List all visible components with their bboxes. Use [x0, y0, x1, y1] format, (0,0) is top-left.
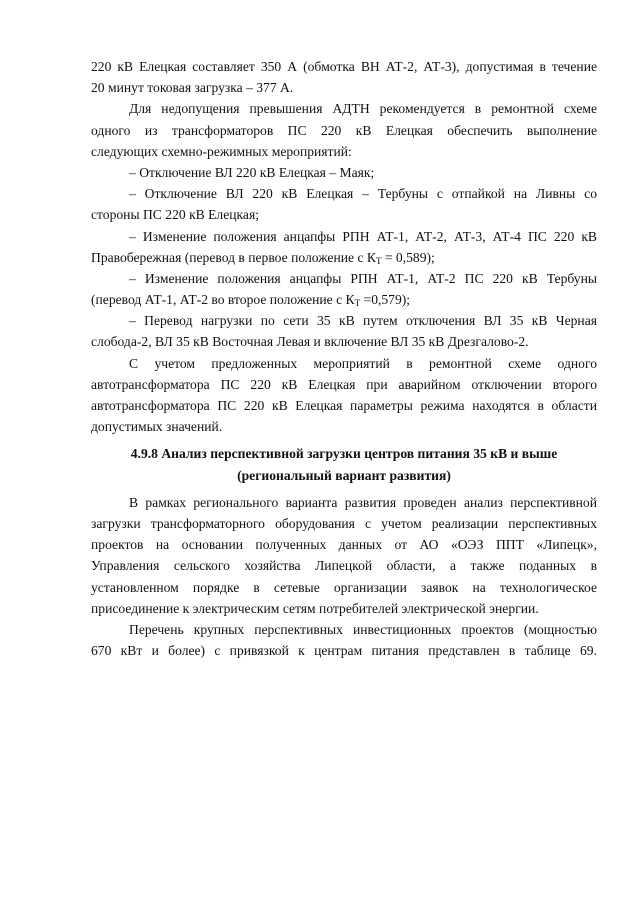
section-heading — [91, 443, 597, 485]
text-line: автотрансформатора ПС 220 кВ Елецкая при аварийном отключении второго — [91, 376, 597, 392]
text-fragment: =0,579); — [360, 292, 411, 308]
text-line: допустимых значений. — [91, 419, 223, 435]
paragraph-4 — [91, 492, 597, 619]
text-line: – Отключение ВЛ 220 кВ Елецкая – Тербуны с отпайкой на Ливны со — [129, 186, 597, 202]
text-line — [91, 289, 597, 310]
text-line: присоединение к электрическим сетям потребителей электрической энергии. — [91, 600, 539, 616]
document-page — [91, 56, 597, 661]
text-line: установленном порядке в сетевые организации заявок на технологическое — [91, 579, 597, 595]
bullet-item-2 — [91, 183, 597, 225]
text-line: 670 кВт и более) с привязкой к центрам питания представлен в таблице 69. — [91, 643, 597, 659]
bullet-item-3 — [91, 226, 597, 268]
heading-line: (региональный вариант развития) — [237, 467, 451, 483]
text-line: автотрансформатора ПС 220 кВ Елецкая параметры режима находятся в области — [91, 398, 597, 413]
text-fragment: Правобережная (перевод в первое положение с К — [91, 249, 376, 265]
text-line: – Перевод нагрузки по сети 35 кВ путем отключения ВЛ 35 кВ Черная — [129, 313, 597, 329]
text-line: Перечень крупных перспективных инвестиционных проектов (мощностью — [129, 621, 597, 637]
paragraph-2 — [91, 98, 597, 162]
text-line: 20 минут токовая загрузка – 377 А. — [91, 80, 294, 96]
paragraph-5 — [91, 619, 597, 661]
paragraph-3 — [91, 353, 597, 438]
paragraph-1 — [91, 56, 597, 98]
text-line: загрузки трансформаторного оборудования с учетом реализации перспективных — [91, 515, 597, 531]
text-line: – Отключение ВЛ 220 кВ Елецкая – Маяк; — [129, 164, 375, 180]
text-line: слобода-2, ВЛ 35 кВ Восточная Левая и включение ВЛ 35 кВ Дрезгалово-2. — [91, 334, 529, 350]
text-fragment: = 0,589); — [381, 249, 435, 265]
text-line: проектов на основании полученных данных от АО «ОЭЗ ППТ «Липецк», — [91, 537, 597, 553]
text-fragment: (перевод АТ-1, АТ-2 во второе положение с К — [91, 292, 355, 308]
text-line: следующих схемно-режимных мероприятий: — [91, 143, 352, 159]
bullet-item-5 — [91, 310, 597, 352]
bullet-item-4 — [91, 268, 597, 310]
text-line: Для недопущения превышения АДТН рекомендуется в ремонтной схеме — [129, 101, 597, 117]
heading-line: 4.9.8 Анализ перспективной загрузки центров питания 35 кВ и выше — [130, 446, 558, 462]
text-line: 220 кВ Елецкая составляет 350 А (обмотка ВН АТ-2, АТ-3), допустимая в течение — [91, 59, 597, 74]
text-line: С учетом предложенных мероприятий в ремонтной схеме одного — [129, 355, 597, 371]
text-line — [91, 247, 597, 268]
text-line: В рамках регионального варианта развития проведен анализ перспективной — [129, 494, 597, 510]
text-line: Управления сельского хозяйства Липецкой области, а также поданных в — [91, 558, 597, 574]
text-line: – Изменение положения анцапфы РПН АТ-1, АТ-2, АТ-3, АТ-4 ПС 220 кВ — [129, 228, 597, 244]
text-line: – Изменение положения анцапфы РПН АТ-1, АТ-2 ПС 220 кВ Тербуны — [129, 270, 597, 286]
bullet-item-1 — [91, 162, 597, 183]
subscript: Т — [375, 255, 382, 266]
text-line: одного из трансформаторов ПС 220 кВ Елецкая обеспечить выполнение — [91, 122, 597, 138]
subscript: Т — [354, 298, 361, 309]
text-line: стороны ПС 220 кВ Елецкая; — [91, 207, 259, 223]
